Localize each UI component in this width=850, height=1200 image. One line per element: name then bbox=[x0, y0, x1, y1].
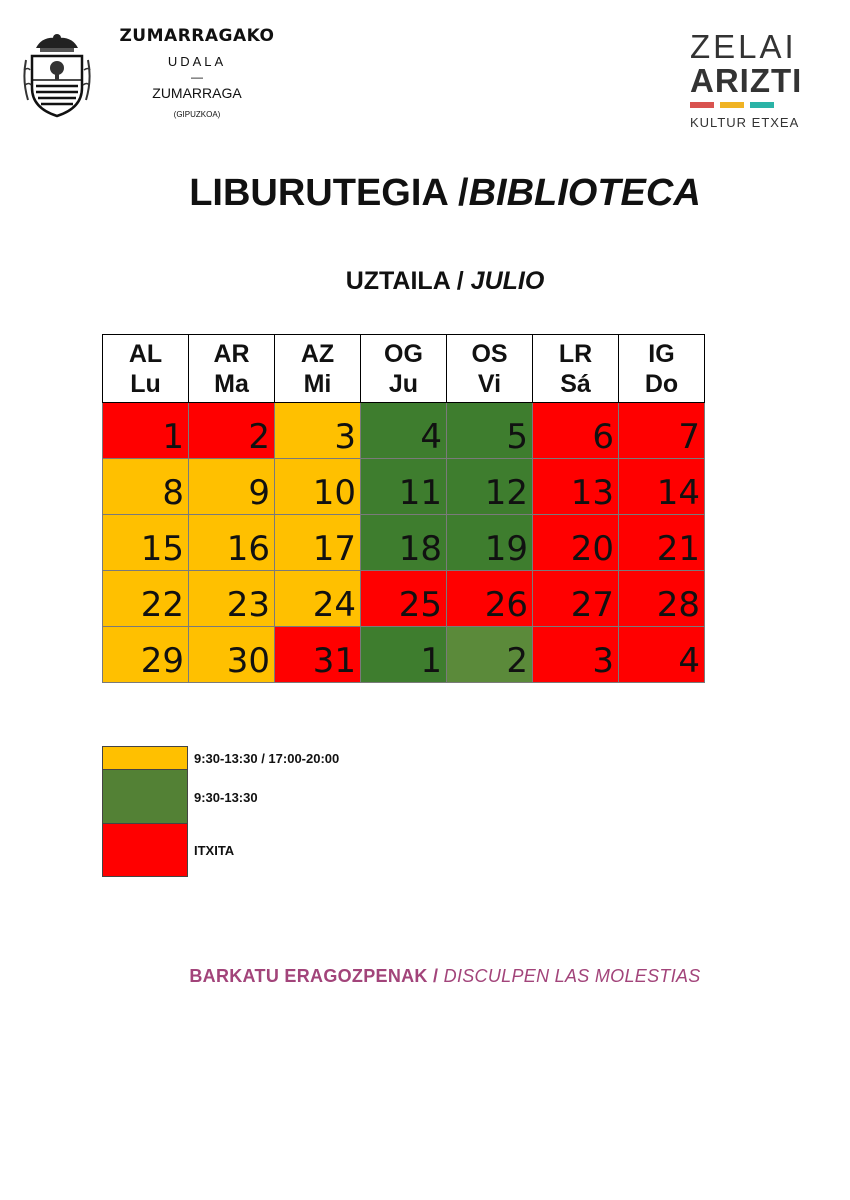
legend-item bbox=[102, 770, 339, 824]
day-cell: 7 bbox=[619, 403, 705, 459]
day-cell: 21 bbox=[619, 515, 705, 571]
title-basque: LIBURUTEGIA / bbox=[189, 172, 469, 214]
calendar-header-row bbox=[103, 335, 705, 403]
day-cell: 13 bbox=[533, 459, 619, 515]
weekday-spanish: Mi bbox=[303, 369, 332, 398]
cultural-center-logo bbox=[690, 30, 810, 130]
logo-bar-3 bbox=[750, 102, 774, 108]
day-cell: 24 bbox=[275, 571, 361, 627]
month-basque: UZTAILA / bbox=[345, 267, 464, 295]
day-cell: 23 bbox=[189, 571, 275, 627]
day-cell: 1 bbox=[361, 627, 447, 683]
logo-color-bars bbox=[690, 102, 810, 108]
weekday-header bbox=[103, 335, 189, 403]
title-spanish: BIBLIOTECA bbox=[468, 172, 701, 214]
day-cell: 19 bbox=[447, 515, 533, 571]
weekday-basque: OS bbox=[471, 339, 508, 368]
logo-subtitle: KULTUR ETXEA bbox=[690, 115, 800, 130]
day-cell: 20 bbox=[533, 515, 619, 571]
day-cell: 27 bbox=[533, 571, 619, 627]
day-cell: 30 bbox=[189, 627, 275, 683]
color-legend bbox=[102, 746, 339, 877]
municipality-block bbox=[112, 26, 282, 119]
day-cell: 8 bbox=[103, 459, 189, 515]
day-cell: 26 bbox=[447, 571, 533, 627]
coat-of-arms-logo bbox=[22, 30, 92, 122]
day-cell: 29 bbox=[103, 627, 189, 683]
day-cell: 22 bbox=[103, 571, 189, 627]
legend-swatch bbox=[102, 746, 188, 770]
day-cell: 17 bbox=[275, 515, 361, 571]
month-spanish: JULIO bbox=[470, 267, 545, 295]
logo-line-1: ZELAI bbox=[690, 28, 797, 65]
municipality-name: ZUMARRAGAKO bbox=[119, 26, 275, 46]
weekday-header bbox=[619, 335, 705, 403]
week-row bbox=[103, 459, 705, 515]
legend-label: ITXITA bbox=[194, 843, 235, 858]
weekday-spanish: Ju bbox=[388, 369, 419, 398]
weekday-spanish: Vi bbox=[477, 369, 502, 398]
weekday-header bbox=[275, 335, 361, 403]
legend-label: 9:30-13:30 / 17:00-20:00 bbox=[194, 750, 340, 766]
weekday-basque: IG bbox=[648, 339, 675, 368]
municipality-province: (GIPUZKOA) bbox=[173, 110, 221, 119]
logo-bar-2 bbox=[720, 102, 744, 108]
day-cell: 3 bbox=[275, 403, 361, 459]
weekday-header bbox=[533, 335, 619, 403]
calendar-table bbox=[102, 334, 705, 683]
day-cell: 2 bbox=[189, 403, 275, 459]
weekday-spanish: Do bbox=[644, 369, 679, 398]
municipality-udala: UDALA bbox=[167, 54, 227, 69]
day-cell: 5 bbox=[447, 403, 533, 459]
weekday-header bbox=[361, 335, 447, 403]
day-cell: 25 bbox=[361, 571, 447, 627]
day-cell: 18 bbox=[361, 515, 447, 571]
week-row bbox=[103, 515, 705, 571]
day-cell: 14 bbox=[619, 459, 705, 515]
municipality-dash: — bbox=[191, 70, 203, 84]
day-cell: 1 bbox=[103, 403, 189, 459]
legend-item bbox=[102, 746, 339, 770]
weekday-spanish: Ma bbox=[214, 369, 249, 398]
weekday-spanish: Lu bbox=[130, 369, 161, 398]
week-row bbox=[103, 571, 705, 627]
day-cell: 15 bbox=[103, 515, 189, 571]
footer-spanish: DISCULPEN LAS MOLESTIAS bbox=[443, 966, 701, 986]
day-cell: 4 bbox=[619, 627, 705, 683]
page-title bbox=[0, 172, 850, 215]
week-row bbox=[103, 627, 705, 683]
weekday-spanish: Sá bbox=[560, 369, 591, 398]
apology-footer bbox=[0, 966, 850, 987]
weekday-header bbox=[447, 335, 533, 403]
day-cell: 3 bbox=[533, 627, 619, 683]
weekday-basque: OG bbox=[384, 339, 423, 368]
legend-swatch bbox=[102, 824, 188, 877]
day-cell: 10 bbox=[275, 459, 361, 515]
legend-item bbox=[102, 824, 339, 877]
day-cell: 9 bbox=[189, 459, 275, 515]
calendar-body bbox=[103, 403, 705, 683]
weekday-basque: AR bbox=[213, 339, 250, 368]
day-cell: 11 bbox=[361, 459, 447, 515]
weekday-basque: LR bbox=[558, 339, 593, 368]
footer-basque: BARKATU ERAGOZPENAK / bbox=[189, 966, 439, 986]
municipality-town: ZUMARRAGA bbox=[152, 85, 242, 101]
legend-label: 9:30-13:30 bbox=[194, 789, 258, 805]
day-cell: 2 bbox=[447, 627, 533, 683]
day-cell: 28 bbox=[619, 571, 705, 627]
weekday-basque: AZ bbox=[300, 339, 335, 368]
day-cell: 12 bbox=[447, 459, 533, 515]
logo-bar-1 bbox=[690, 102, 714, 108]
day-cell: 31 bbox=[275, 627, 361, 683]
day-cell: 6 bbox=[533, 403, 619, 459]
day-cell: 4 bbox=[361, 403, 447, 459]
week-row bbox=[103, 403, 705, 459]
weekday-basque: AL bbox=[128, 339, 163, 368]
legend-swatch bbox=[102, 770, 188, 824]
day-cell: 16 bbox=[189, 515, 275, 571]
logo-line-2: ARIZTI bbox=[690, 62, 803, 99]
month-heading bbox=[0, 267, 850, 296]
weekday-header bbox=[189, 335, 275, 403]
